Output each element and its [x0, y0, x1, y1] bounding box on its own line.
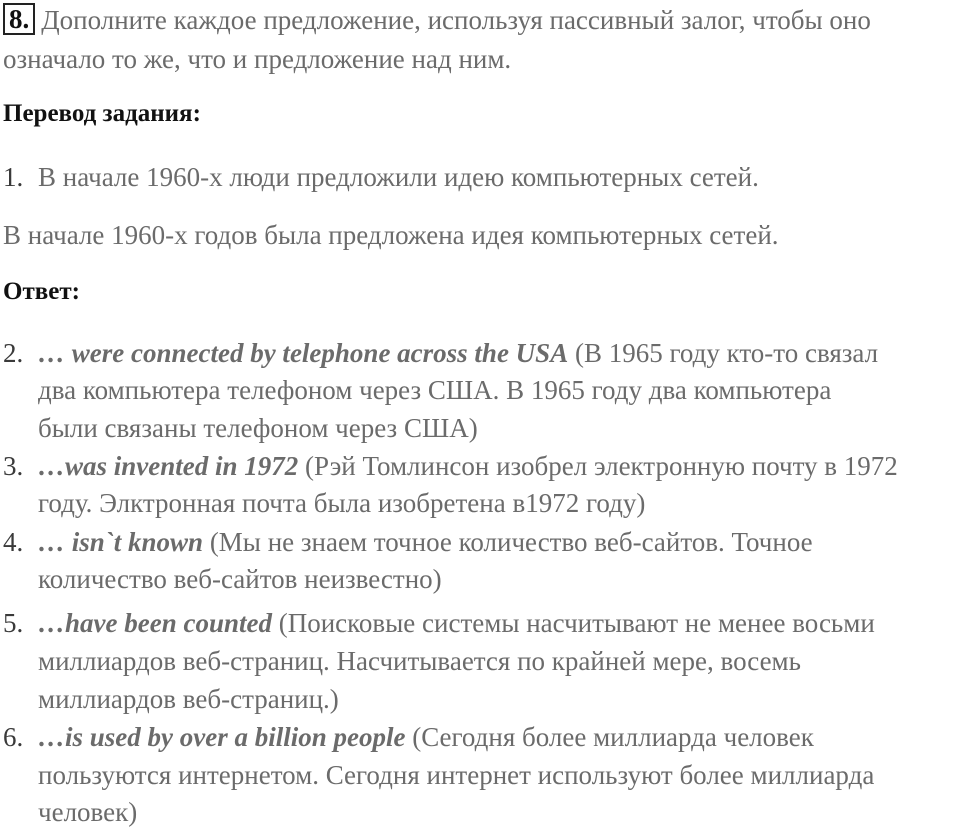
answer-explanation-line: были связаны телефоном через США): [38, 413, 478, 443]
answer-line: [38, 523, 813, 561]
answer-explanation: (В 1965 году кто-то связал: [568, 338, 879, 368]
answer-explanation-line: количество веб-сайтов неизвестно): [38, 564, 442, 594]
task-instruction-line-2: означало то же, что и предложение над ним.: [3, 44, 512, 74]
example-passive-sentence: В начале 1960-х годов была предложена идея компьютерных сетей.: [3, 220, 779, 250]
example-sentence: В начале 1960-х люди предложили идею компьютерных сетей.: [38, 162, 759, 192]
answer-explanation-line: миллиардов веб-страниц. Насчитывается по крайней мере, восемь: [38, 646, 801, 676]
answer-number: 6.: [3, 722, 24, 752]
answer-heading: Ответ:: [3, 278, 80, 305]
example-number: 1.: [3, 162, 24, 192]
answer-text: …is used by over a billion people: [38, 722, 406, 752]
answer-explanation-line: миллиардов веб-страниц.): [38, 684, 339, 714]
answer-text: …was invented in 1972: [38, 451, 299, 481]
answer-number: 5.: [3, 608, 24, 638]
answer-explanation: (Сегодня более миллиарда человек: [405, 722, 814, 752]
answer-number: 2.: [3, 338, 24, 368]
answer-explanation-line: году. Элктронная почта была изобретена в1972 году): [38, 488, 646, 518]
answer-line: [38, 604, 875, 642]
answer-number: 3.: [3, 451, 24, 481]
task-number-badge: 8.: [3, 3, 35, 35]
answer-text: … isn`t known: [38, 527, 204, 557]
answer-explanation-line: человек): [38, 797, 138, 827]
answer-text: … were connected by telephone across the USA: [38, 338, 569, 368]
answer-text: …have been counted: [38, 608, 272, 638]
answer-line: [38, 718, 814, 756]
answer-explanation: (Мы не знаем точное количество веб-сайтов. Точное: [203, 527, 813, 557]
answer-number: 4.: [3, 527, 24, 557]
answer-explanation: (Поисковые системы насчитывают не менее восьми: [271, 608, 875, 638]
task-instruction-line-1: [3, 3, 871, 37]
answer-explanation-line: пользуются интернетом. Сегодня интернет используют более миллиарда: [38, 760, 875, 790]
task-instruction-text-1: Дополните каждое предложение, используя пассивный залог, чтобы оно: [41, 5, 871, 35]
translation-heading: Перевод задания:: [3, 100, 201, 127]
answer-explanation-line: два компьютера телефоном через США. В 1965 году два компьютера: [38, 375, 832, 405]
answer-line: [38, 447, 898, 485]
answer-line: [38, 334, 878, 372]
answer-explanation: (Рэй Томлинсон изобрел электронную почту в 1972: [298, 451, 898, 481]
